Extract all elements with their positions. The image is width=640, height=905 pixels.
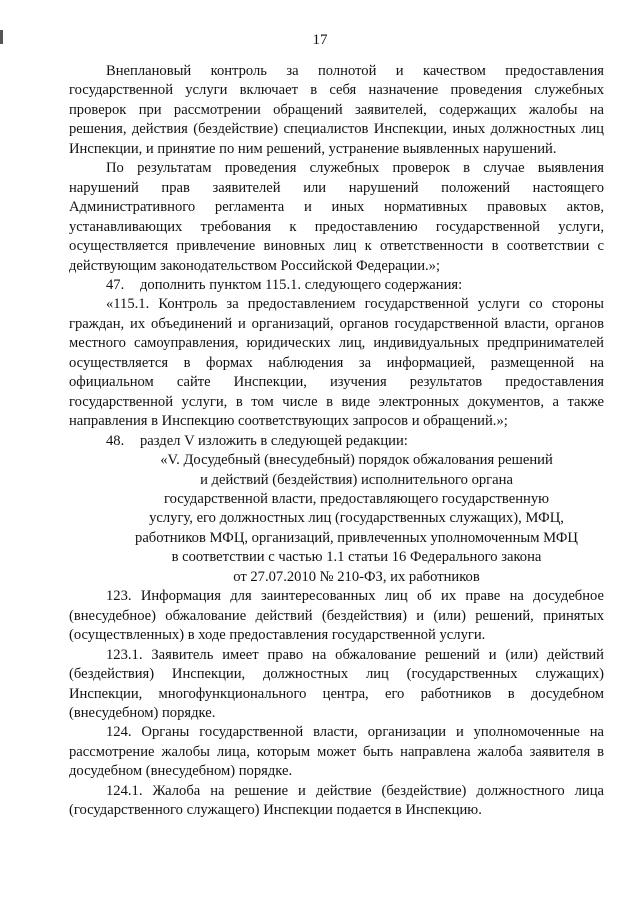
amendment-text-48: раздел V изложить в следующей редакции: xyxy=(140,432,408,449)
page-number: 17 xyxy=(312,32,328,48)
heading-line: и действий (бездействия) исполнительного органа xyxy=(200,471,513,488)
paragraph-123-1: 123.1. Заявитель имеет право на обжалование решений и (или) действий (бездействия) Инспекции, должностных лиц (государственных служащих) Инспекции, многофункционального центра, его работников в досудебном (внесудебном) порядке. xyxy=(69,646,604,721)
amendment-item-48 xyxy=(69,432,604,451)
paragraph-115-1: «115.1. Контроль за предоставлением государственной услуги со стороны граждан, их объединений и организаций, органов государственной власти, органов местного самоуправления, юридических лиц, индивидуальных предпринимателей осуществляется в формах наблюдения за информацией, размещенной на официальном сайте Инспекции, изучения результатов предоставления государственной услуги, в том числе в виде электронных документов, а также направления в Инспекцию соответствующих запросов и обращений.»; xyxy=(69,296,604,430)
heading-line: государственной власти, предоставляющего государственную xyxy=(163,490,550,507)
heading-line: от 27.07.2010 № 210-ФЗ, их работников xyxy=(233,568,480,585)
amendment-item-47 xyxy=(69,276,604,295)
heading-line: «V. Досудебный (внесудебный) порядок обжалования решений xyxy=(160,452,553,469)
amendment-number-48: 48. xyxy=(106,432,125,449)
paragraph-unscheduled-control: Внеплановый контроль за полнотой и качеством предоставления государственной услуги включает в себя назначение проведения служебных проверок при рассмотрении обращений заявителей, содержащих жалобы на решения, действия (бездействие) специалистов Инспекции, иных должностных лиц Инспекции, и принятие по ним решений, устранение выявленных нарушений. xyxy=(69,63,604,157)
section-v-heading xyxy=(69,451,604,587)
amendment-text-47: дополнить пунктом 115.1. следующего содержания: xyxy=(140,276,463,293)
paragraph-inspection-results: По результатам проведения служебных проверок в случае выявления нарушений прав заявителей или нарушений положений настоящего Административного регламента и иных нормативных правовых актов, устанавливающих требования к предоставлению государственной услуги, осуществляется привлечение виновных лиц к ответственности в соответствии с действующим законодательством Российской Федерации.»; xyxy=(69,160,604,274)
heading-line: работников МФЦ, организаций, привлеченных уполномоченным МФЦ xyxy=(135,529,578,546)
paragraph-123: 123. Информация для заинтересованных лиц об их праве на досудебное (внесудебное) обжалование действий (бездействия) и (или) решений, принятых (осуществленных) в ходе предоставления государственной услуги. xyxy=(69,588,604,644)
paragraph-124-1: 124.1. Жалоба на решение и действие (бездействие) должностного лица (государственного служащего) Инспекции подается в Инспекцию. xyxy=(69,782,604,819)
paragraph-124: 124. Органы государственной власти, организации и уполномоченные на рассмотрение жалобы лица, которым может быть направлена жалоба заявителя в досудебном (внесудебном) порядке. xyxy=(69,724,604,780)
document-body xyxy=(69,62,604,821)
amendment-number-47: 47. xyxy=(106,276,125,293)
heading-line: в соответствии с частью 1.1 статьи 16 Федерального закона xyxy=(171,549,542,566)
heading-line: услугу, его должностных лиц (государственных служащих), МФЦ, xyxy=(149,510,564,527)
